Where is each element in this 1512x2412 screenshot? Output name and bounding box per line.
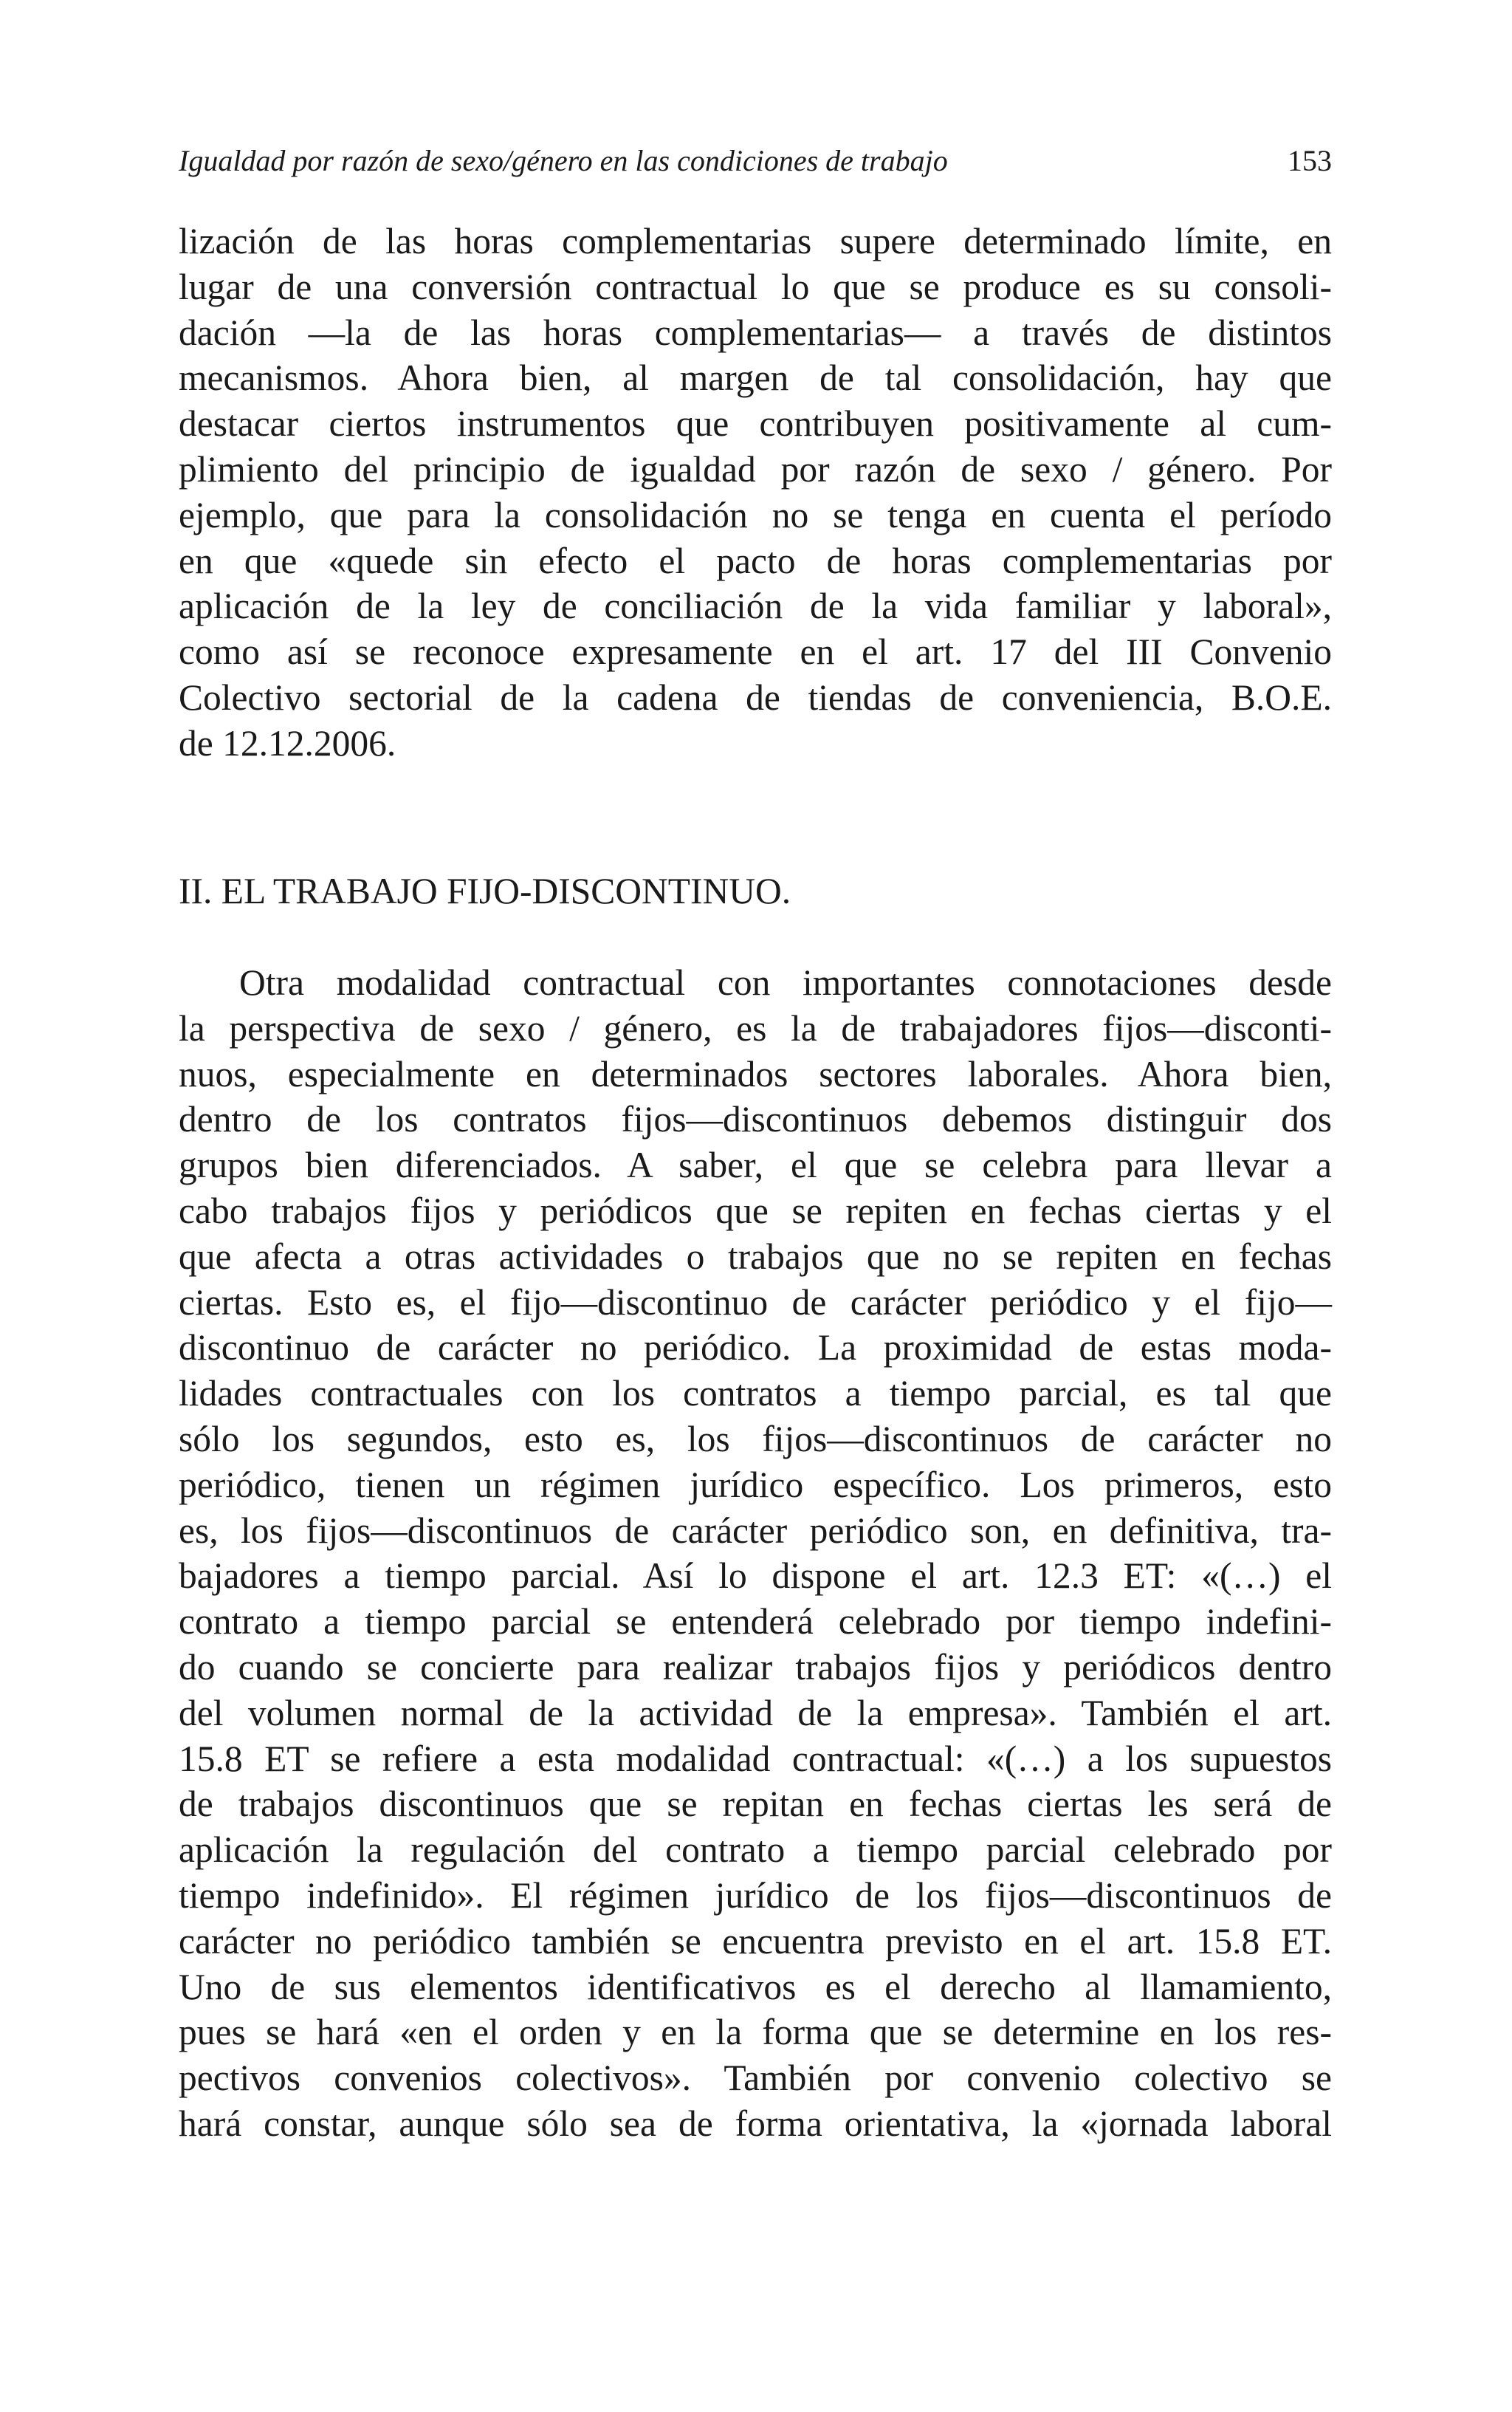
text-line: lización de las horas complementarias supere determinado límite, en	[179, 221, 1332, 261]
running-title: Igualdad por razón de sexo/género en las condiciones de trabajo	[179, 144, 948, 177]
text-line: dación —la de las horas complementarias— a través de distintos	[179, 312, 1332, 353]
text-line: do cuando se concierte para realizar trabajos fijos y periódicos dentro	[179, 1646, 1332, 1688]
text-line: ejemplo, que para la consolidación no se tenga en cuenta el período	[179, 494, 1332, 535]
running-header	[179, 139, 1332, 183]
text-line: lidades contractuales con los contratos a tiempo parcial, es tal que	[179, 1373, 1332, 1414]
text-line: periódico, tienen un régimen jurídico específico. Los primeros, esto	[179, 1464, 1332, 1505]
text-line: pues se hará «en el orden y en la forma que se determine en los res-	[179, 2012, 1332, 2053]
text-line: que afecta a otras actividades o trabajos que no se repiten en fechas	[179, 1236, 1332, 1277]
text-line: del volumen normal de la actividad de la empresa». También el art.	[179, 1692, 1332, 1733]
text-line: en que «quede sin efecto el pacto de horas complementarias por	[179, 540, 1332, 581]
text-line: bajadores a tiempo parcial. Así lo dispone el art. 12.3 ET: «(…) el	[179, 1555, 1332, 1597]
book-page	[179, 0, 1332, 2412]
text-line: de 12.12.2006.	[179, 722, 396, 764]
text-line: 15.8 ET se refiere a esta modalidad contractual: «(…) a los supuestos	[179, 1738, 1332, 1779]
text-line: lugar de una conversión contractual lo que se produce es su consoli-	[179, 266, 1332, 307]
text-line: tiempo indefinido». El régimen jurídico de los fijos—discontinuos de	[179, 1874, 1332, 1916]
text-line: mecanismos. Ahora bien, al margen de tal consolidación, hay que	[179, 357, 1332, 399]
text-line: pectivos convenios colectivos». También por convenio colectivo se	[179, 2058, 1332, 2099]
text-line: contrato a tiempo parcial se entenderá celebrado por tiempo indefini-	[179, 1601, 1332, 1642]
continued-paragraph	[179, 219, 1332, 767]
text-line: como así se reconoce expresamente en el art. 17 del III Convenio	[179, 631, 1332, 673]
text-line: Colectivo sectorial de la cadena de tiendas de conveniencia, B.O.E.	[179, 676, 1332, 718]
text-line: hará constar, aunque sólo sea de forma orientativa, la «jornada laboral	[179, 2103, 1332, 2144]
text-line: plimiento del principio de igualdad por razón de sexo / género. Por	[179, 448, 1332, 490]
section-paragraph	[179, 960, 1332, 2147]
text-line: es, los fijos—discontinuos de carácter periódico son, en definitiva, tra-	[179, 1510, 1332, 1551]
text-line: carácter no periódico también se encuentra previsto en el art. 15.8 ET.	[179, 1920, 1332, 1962]
section-heading: II. EL TRABAJO FIJO-DISCONTINUO.	[179, 871, 791, 911]
text-line: Otra modalidad contractual con importantes connotaciones desde	[239, 962, 1332, 1003]
text-line: nuos, especialmente en determinados sectores laborales. Ahora bien,	[179, 1053, 1332, 1094]
text-line: destacar ciertos instrumentos que contribuyen positivamente al cum-	[179, 403, 1332, 445]
text-line: aplicación la regulación del contrato a tiempo parcial celebrado por	[179, 1829, 1332, 1871]
text-line: ciertas. Esto es, el fijo—discontinuo de carácter periódico y el fijo—	[179, 1281, 1332, 1323]
text-line: cabo trabajos fijos y periódicos que se repiten en fechas ciertas y el	[179, 1190, 1332, 1231]
text-line: aplicación de la ley de conciliación de la vida familiar y laboral»,	[179, 586, 1332, 627]
text-line: dentro de los contratos fijos—discontinuos debemos distinguir dos	[179, 1099, 1332, 1140]
page-number: 153	[1288, 144, 1332, 177]
text-line: sólo los segundos, esto es, los fijos—discontinuos de carácter no	[179, 1418, 1332, 1459]
text-line: grupos bien diferenciados. A saber, el que se celebra para llevar a	[179, 1145, 1332, 1186]
text-line: discontinuo de carácter no periódico. La proximidad de estas moda-	[179, 1327, 1332, 1368]
text-line: la perspectiva de sexo / género, es la de trabajadores fijos—disconti-	[179, 1007, 1332, 1049]
text-line: de trabajos discontinuos que se repitan en fechas ciertas les será de	[179, 1784, 1332, 1825]
text-line: Uno de sus elementos identificativos es el derecho al llamamiento,	[179, 1966, 1332, 2007]
